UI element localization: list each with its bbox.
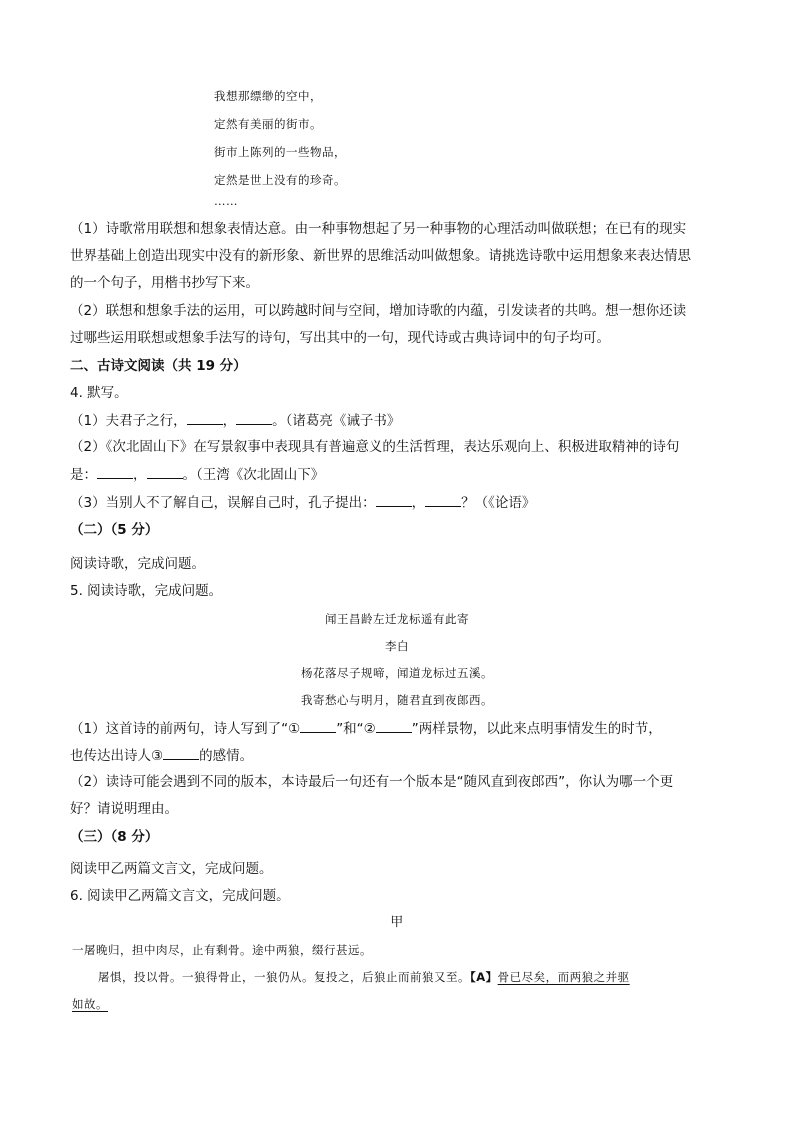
q4-sub1 [70,411,400,430]
answer-blank[interactable] [97,465,133,479]
q5-sub1-b: ”和“② [336,721,376,737]
answer-blank[interactable] [147,465,183,479]
q4-sub3-prefix: （3）当别人不了解自己，误解自己时，孔子提出： [70,495,376,511]
q6-underlined-sentence: 骨已尽矣，而两狼之并驱 [497,970,630,984]
q4-sub2-line2 [70,465,324,484]
q4-sub3-suffix: ？（《论语》 [461,495,536,511]
q5-poem-line1: 杨花落尽子规啼，闻道龙标过五溪。 [301,666,493,680]
answer-blank[interactable] [376,719,412,733]
poem1-line-1: 我想那缥缈的空中， [214,89,322,103]
part2-intro: 阅读诗歌，完成问题。 [70,556,205,572]
q3-sub1-line2: 世界基础上创造出现实中没有的新形象、新世界的思维活动叫做想象。请挑选诗歌中运用想象来表达情思 [70,248,691,264]
q3-sub1-line1: （1）诗歌常用联想和想象表情达意。由一种事物想起了另一种事物的心理活动叫做联想；在已有的现实 [70,221,687,237]
q4-sub1-prefix: （1）夫君子之行， [70,413,187,429]
q4-sub1-suffix: 。（诸葛亮《诫子书》 [272,413,401,429]
answer-blank[interactable] [300,719,336,733]
q5-sub1-line2 [70,746,253,765]
section2-title: 二、古诗文阅读（共 19 分） [70,358,247,374]
poem1-ellipsis: …… [214,194,238,208]
q3-sub2-line1: （2）联想和想象手法的运用，可以跨越时间与空间，增加诗歌的内蕴，引发读者的共鸣。想一想你还读 [70,303,687,319]
answer-blank[interactable] [163,746,199,760]
answer-blank[interactable] [236,411,272,425]
q5-poem-title: 闻王昌龄左迁龙标遥有此寄 [325,612,469,626]
q6-jia-p1: 一屠晚归，担中肉尽，止有剩骨。途中两狼，缀行甚远。 [72,943,372,957]
answer-blank[interactable] [187,411,223,425]
part2-title: （二）（5 分） [70,522,159,538]
q4-sub1-sep: ， [222,413,237,429]
q6-jia-p2-text: 屠惧，投以骨。一狼得骨止，一狼仍从。复投之，后狼止而前狼又至。 [98,970,470,984]
q5-sub2-line2: 好？请说明理由。 [70,801,178,817]
q6-jia-p3 [72,995,108,1013]
q5-sub1-d: 也传达出诗人③ [70,748,164,764]
q6-jia-heading: 甲 [390,915,404,930]
q6-title: 6. 阅读甲乙两篇文言文，完成问题。 [70,888,290,904]
part3-intro: 阅读甲乙两篇文言文，完成问题。 [70,861,273,877]
q4-title: 4. 默写。 [70,385,128,401]
q5-poem-line2: 我寄愁心与明月，随君直到夜郎西。 [301,693,493,707]
answer-blank[interactable] [425,493,461,507]
part3-title: （三）（8 分） [70,829,159,845]
q5-sub1-line1 [70,719,662,738]
q4-sub2-sep: ， [133,467,147,483]
answer-blank[interactable] [376,493,412,507]
q5-sub2-line1: （2）读诗可能会遇到不同的版本，本诗最后一句还有一个版本是“随风直到夜郎西”，你认为哪一个更 [70,774,674,790]
q4-sub3-sep: ， [411,495,426,511]
q4-sub2-line1: （2）《次北固山下》在写景叙事中表现具有普遍意义的生活哲理，表达乐观向上、积极进取精神的诗句 [70,439,680,455]
poem1-line-2: 定然有美丽的街市。 [214,117,322,131]
q3-sub2-line2: 过哪些运用联想或想象手法写的诗句，写出其中的一句，现代诗或古典诗词中的句子均可。 [70,330,610,346]
q5-sub1-a: （1）这首诗的前两句，诗人写到了“① [70,721,301,737]
q4-sub2-prefix: 是： [70,467,97,483]
q5-poem-author: 李白 [385,639,409,653]
q5-sub1-e: 的感情。 [199,748,254,764]
q6-jia-p2 [98,968,630,986]
q6-marker-a: 【A】 [470,970,498,984]
poem1-line-4: 定然是世上没有的珍奇。 [214,173,346,187]
q6-underlined-sentence-end: 如故。 [72,997,108,1011]
q3-sub1-line3: 的一个句子，用楷书抄写下来。 [70,275,259,291]
q5-title: 5. 阅读诗歌，完成问题。 [70,583,223,599]
q4-sub3 [70,493,535,512]
poem1-line-3: 街市上陈列的一些物品， [214,145,346,159]
q4-sub2-suffix: 。（王湾《次北固山下》 [182,467,325,483]
q5-sub1-c: ”两样景物，以此来点明事情发生的时节， [411,721,662,737]
